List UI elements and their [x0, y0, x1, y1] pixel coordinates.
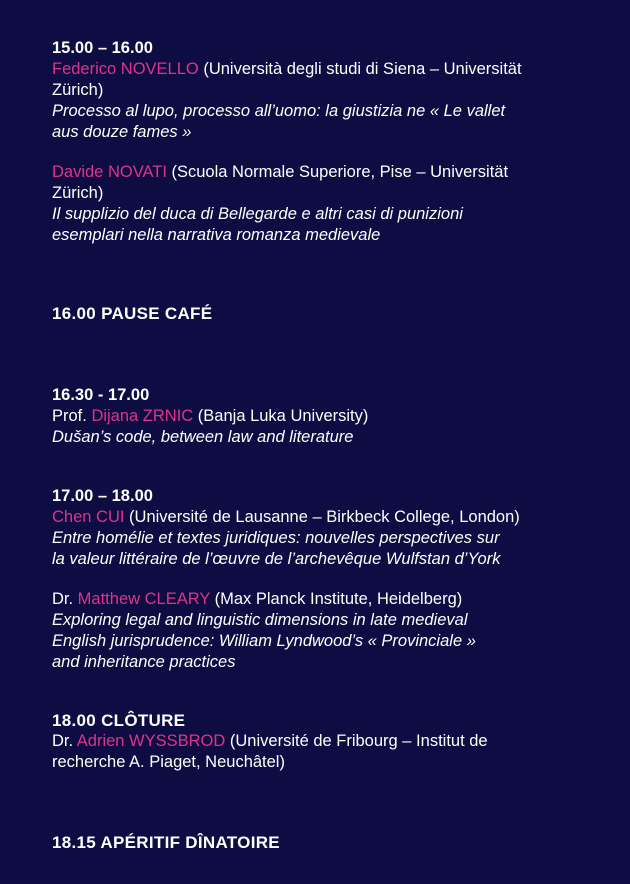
speaker-line [52, 406, 612, 427]
speaker-affiliation: (Max Planck Institute, Heidelberg) [210, 590, 463, 608]
session-1500 [52, 38, 612, 143]
speaker-name: Chen CUI [52, 508, 125, 526]
session-time: 15.00 – 16.00 [52, 39, 153, 57]
aperitif-heading: 18.15 APÉRITIF DÎNATOIRE [52, 833, 280, 852]
talk-title-cont: esemplari nella narrativa romanza medievale [52, 226, 381, 244]
speaker-affiliation: (Università degli studi di Siena – Universität [198, 60, 522, 78]
talk-title-cont: la valeur littéraire de l’œuvre de l’archevêque Wulfstan d’York [52, 550, 501, 568]
closing-session [52, 710, 612, 773]
speaker-line [52, 59, 612, 80]
session-1630 [52, 385, 612, 448]
pause-heading: 16.00 PAUSE CAFÉ [52, 304, 213, 323]
speaker-name: Federico NOVELLO [52, 60, 199, 78]
speaker-prefix: Dr. [52, 732, 77, 750]
speaker-affiliation-cont: Zürich) [52, 81, 104, 99]
talk-title: Dušan’s code, between law and literature [52, 428, 354, 446]
speaker-affiliation: (Banja Luka University) [193, 407, 369, 425]
speaker-line [52, 589, 612, 610]
talk-title: Exploring legal and linguistic dimensions in late medieval [52, 611, 468, 629]
talk-cleary [52, 589, 612, 673]
session-time: 16.30 - 17.00 [52, 386, 150, 404]
speaker-affiliation: (Université de Lausanne – Birkbeck College, London) [124, 508, 520, 526]
speaker-affiliation: (Université de Fribourg – Institut de [225, 732, 488, 750]
speaker-name: Dijana ZRNIC [91, 407, 194, 425]
speaker-line [52, 162, 612, 183]
talk-title-cont: English jurisprudence: William Lyndwood’s « Provinciale » [52, 632, 476, 650]
speaker-affiliation: (Scuola Normale Superiore, Pise – Universität [166, 163, 509, 181]
closing-heading: 18.00 CLÔTURE [52, 711, 186, 730]
talk-title-cont: and inheritance practices [52, 653, 236, 671]
speaker-affiliation-cont: recherche A. Piaget, Neuchâtel) [52, 753, 285, 771]
session-time: 17.00 – 18.00 [52, 487, 153, 505]
speaker-prefix: Dr. [52, 590, 78, 608]
speaker-affiliation-cont: Zürich) [52, 184, 104, 202]
talk-title: Il supplizio del duca di Bellegarde e altri casi di punizioni [52, 205, 463, 223]
talk-title: Processo al lupo, processo all’uomo: la giustizia ne « Le vallet [52, 102, 506, 120]
session-1700 [52, 486, 612, 570]
pause-cafe [52, 303, 612, 324]
aperitif [52, 832, 612, 853]
talk-title: Entre homélie et textes juridiques: nouvelles perspectives sur [52, 529, 500, 547]
speaker-prefix: Prof. [52, 407, 92, 425]
talk-title-cont: aus douze fames » [52, 123, 192, 141]
speaker-line [52, 731, 612, 752]
speaker-name: Matthew CLEARY [77, 590, 211, 608]
speaker-name: Davide NOVATI [52, 163, 167, 181]
talk-novati [52, 162, 612, 246]
speaker-line [52, 507, 612, 528]
speaker-name: Adrien WYSSBROD [76, 732, 226, 750]
